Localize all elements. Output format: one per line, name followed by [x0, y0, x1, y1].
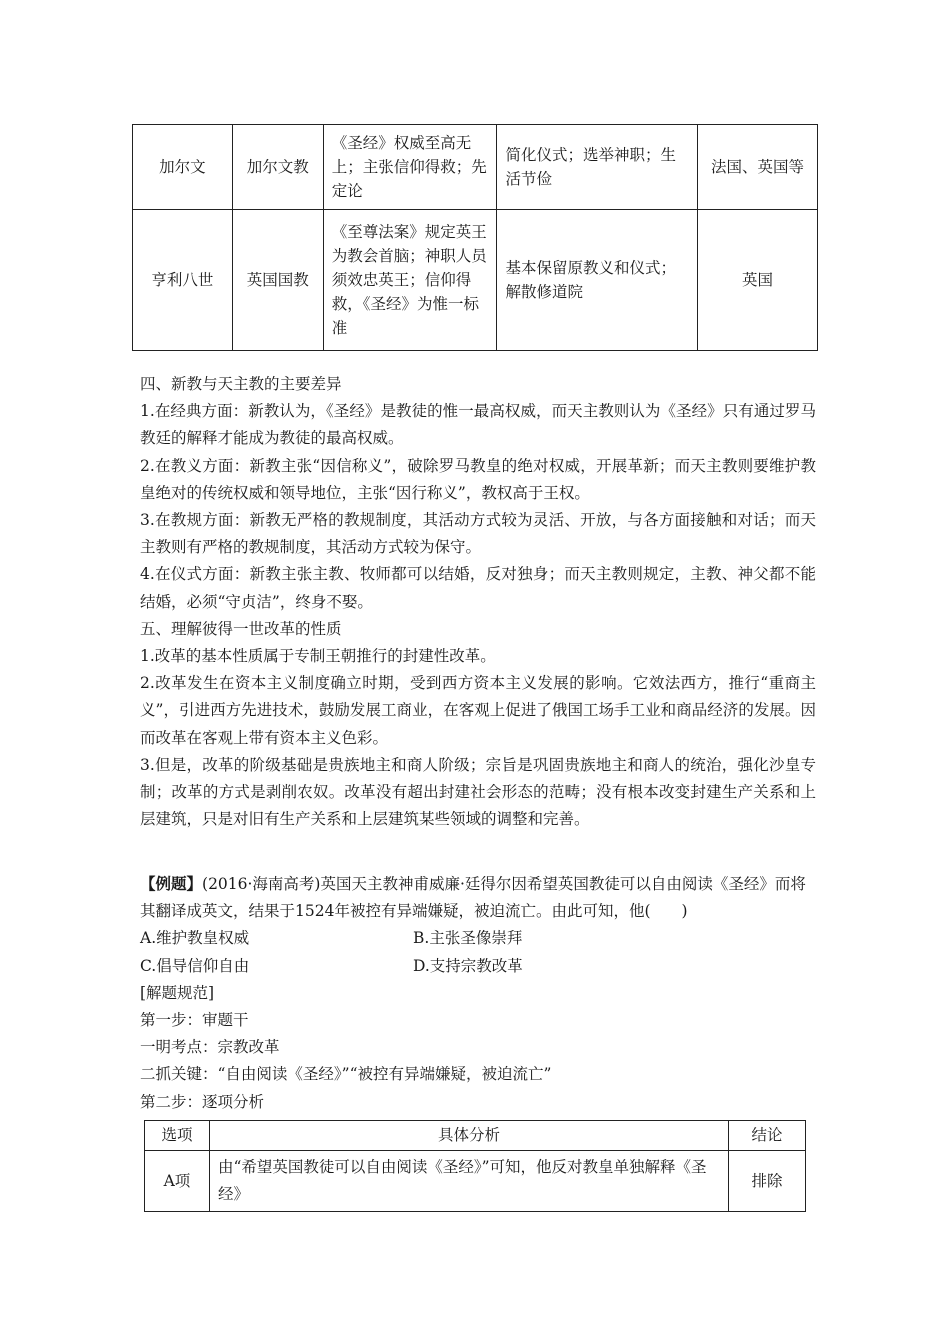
table-row	[133, 210, 818, 351]
option-d: D.支持宗教改革	[413, 956, 523, 975]
analysis-cell: 由“希望英国教徒可以自由阅读《圣经》”可知，他反对教皇单独解释《圣经》	[209, 1151, 728, 1212]
list-item: 2.改革发生在资本主义制度确立时期，受到西方资本主义发展的影响。它效法西方，推行“重商主义”，引进西方先进技术，鼓励发展工商业，在客观上促进了俄国工场手工业和商品经济的发展。因而改革在客观上带有资本主义色彩。	[140, 674, 816, 747]
step-one: 第一步：审题干	[140, 1011, 249, 1030]
region-cell: 英国	[698, 210, 818, 351]
header-option: 选项	[145, 1121, 210, 1151]
point-one: 一明考点：宗教改革	[140, 1038, 280, 1057]
section-heading: 五、理解彼得一世改革的性质	[140, 619, 342, 638]
table-header-row	[145, 1121, 806, 1151]
body-text	[140, 371, 816, 833]
doctrine-cell: 《至尊法案》规定英王为教会首脑；神职人员须效忠英王；信仰得救，《圣经》为惟一标准	[323, 210, 497, 351]
option-row	[140, 925, 816, 952]
person-cell: 亨利八世	[133, 210, 233, 351]
example-block	[140, 870, 816, 1116]
list-item: 1.在经典方面：新教认为，《圣经》是教徒的惟一最高权威，而天主教则认为《圣经》只有通过罗马教廷的解释才能成为教徒的最高权威。	[140, 402, 816, 448]
reformation-table	[132, 124, 818, 351]
header-conclusion: 结论	[729, 1121, 806, 1151]
option-a: A.维护教皇权威	[140, 929, 250, 948]
table-row	[145, 1151, 806, 1212]
example-question	[140, 870, 816, 925]
list-item: 2.在教义方面：新教主张“因信称义”，破除罗马教皇的绝对权威，开展革新；而天主教则要维护教皇绝对的传统权威和领导地位，主张“因行称义”，教权高于王权。	[140, 456, 816, 502]
example-tag: 【例题】	[140, 874, 203, 893]
option-cell: A项	[145, 1151, 210, 1212]
point-two: 二抓关键：“自由阅读《圣经》”“被控有异端嫌疑，被迫流亡”	[140, 1065, 552, 1084]
list-item: 3.但是，改革的阶级基础是贵族地主和商人阶级；宗旨是巩固贵族地主和商人的统治，强化沙皇专制；改革的方式是剥削农奴。改革没有超出封建社会形态的范畴；没有根本改变封建生产关系和上层建筑，只是对旧有生产关系和上层建筑某些领域的调整和完善。	[140, 755, 816, 829]
conclusion-cell: 排除	[729, 1151, 806, 1212]
region-cell: 法国、英国等	[698, 125, 818, 210]
list-item: 4.在仪式方面：新教主张主教、牧师都可以结婚，反对独身；而天主教则规定，主教、神父都不能结婚，必须“守贞洁”，终身不娶。	[140, 565, 816, 611]
analysis-table	[144, 1120, 806, 1212]
list-item: 3.在教规方面：新教无严格的教规制度，其活动方式较为灵活、开放，与各方面接触和对话；而天主教则有严格的教规制度，其活动方式较为保守。	[140, 511, 816, 557]
doctrine-cell: 《圣经》权威至高无上；主张信仰得救；先定论	[323, 125, 497, 210]
step-two: 第二步：逐项分析	[140, 1092, 265, 1111]
option-row	[140, 953, 816, 980]
solution-label: [解题规范]	[140, 983, 215, 1002]
church-cell: 英国国教	[232, 210, 323, 351]
option-b: B.主张圣像崇拜	[413, 929, 523, 948]
list-item: 1.改革的基本性质属于专制王朝推行的封建性改革。	[140, 647, 496, 666]
header-analysis: 具体分析	[209, 1121, 728, 1151]
person-cell: 加尔文	[133, 125, 233, 210]
section-heading: 四、新教与天主教的主要差异	[140, 375, 342, 393]
church-cell: 加尔文教	[232, 125, 323, 210]
question-text: (2016·海南高考)英国天主教神甫威廉·廷得尔因希望英国教徒可以自由阅读《圣经》而将其翻译成英文，结果于1524年被控有异端嫌疑，被迫流亡。由此可知，他( )	[140, 875, 806, 921]
option-c: C.倡导信仰自由	[140, 956, 250, 975]
rites-cell: 基本保留原教义和仪式；解散修道院	[497, 210, 698, 351]
rites-cell: 简化仪式；选举神职；生活节俭	[497, 125, 698, 210]
table-row	[133, 125, 818, 210]
